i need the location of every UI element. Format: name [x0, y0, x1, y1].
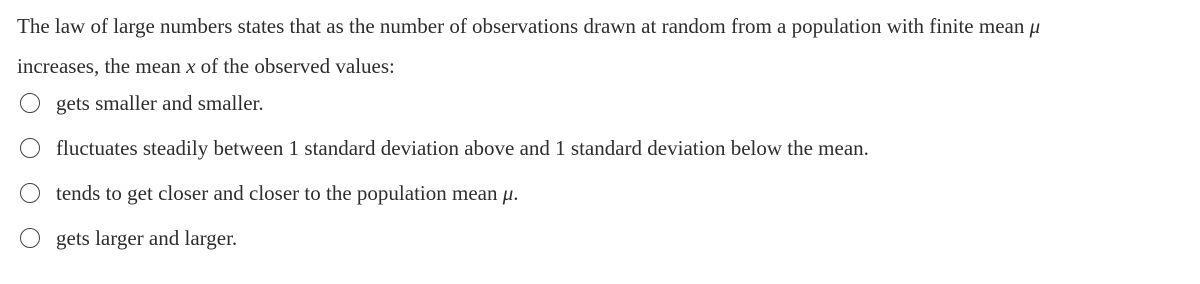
option-label: gets smaller and smaller.	[56, 90, 264, 115]
question-text	[17, 6, 1197, 86]
option-larger[interactable]	[20, 215, 1190, 260]
mu-symbol: μ	[1029, 14, 1041, 38]
x-symbol: x	[186, 54, 196, 78]
option-label: gets larger and larger.	[56, 225, 238, 250]
question-part-1: The law of large numbers states that as the number of observations drawn at random from a population with finite mean	[17, 14, 1030, 38]
question-part-3: of the observed values:	[195, 54, 395, 78]
radio-button[interactable]	[20, 183, 40, 203]
option-fluctuates[interactable]	[20, 125, 1190, 170]
radio-button[interactable]	[20, 93, 40, 113]
mu-symbol: μ	[502, 180, 514, 205]
option-smaller[interactable]	[20, 80, 1190, 125]
option-label	[56, 179, 519, 207]
radio-button[interactable]	[20, 228, 40, 248]
radio-button[interactable]	[20, 138, 40, 158]
option-label-text: tends to get closer and closer to the population mean	[56, 180, 503, 205]
question-part-2: increases, the mean	[17, 54, 187, 78]
option-closer[interactable]	[20, 170, 1190, 215]
option-label-suffix: .	[513, 180, 519, 205]
answer-options	[20, 80, 1190, 260]
option-label: fluctuates steadily between 1 standard deviation above and 1 standard deviation below the mean.	[56, 135, 869, 160]
